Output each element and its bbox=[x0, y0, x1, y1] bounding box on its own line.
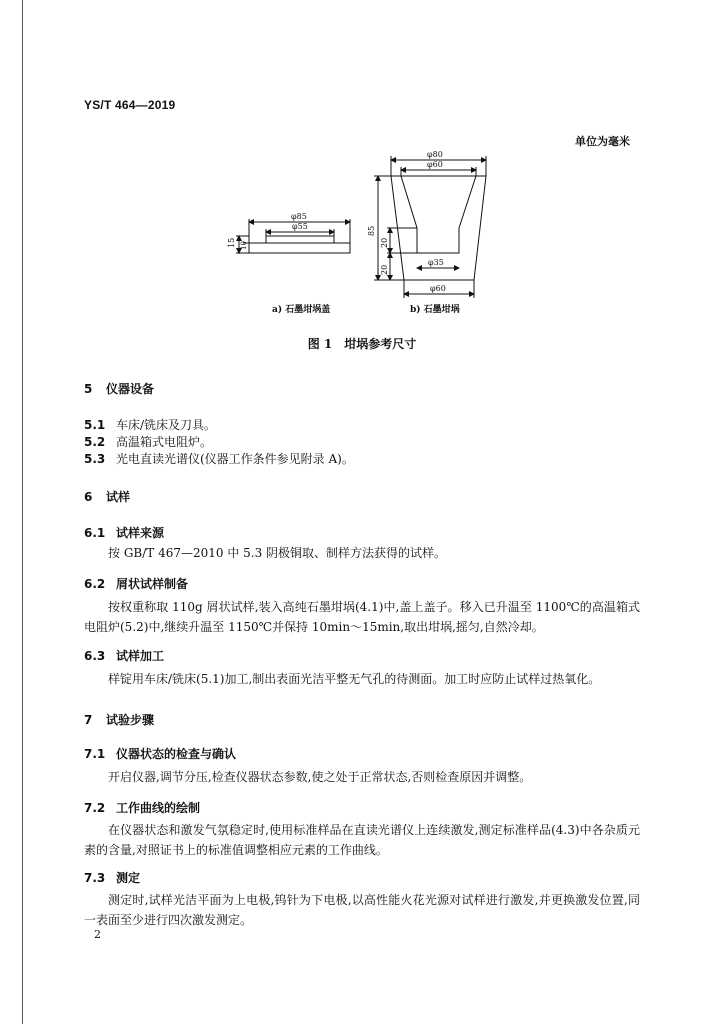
lid-total-height: 15 bbox=[227, 237, 236, 248]
subsection-6-2-title: 屑状试样制备 bbox=[116, 577, 189, 591]
section-7-heading bbox=[84, 711, 154, 728]
lid-step-height: 10 bbox=[240, 241, 248, 250]
subsection-7-1-heading bbox=[84, 745, 236, 762]
item-5-3-number: 5.3 bbox=[84, 452, 106, 466]
crucible-bottom-outer-dia: φ60 bbox=[430, 284, 446, 293]
item-5-1-text: 车床/铣床及刀具。 bbox=[116, 418, 217, 432]
figure-caption-title: 坩埚参考尺寸 bbox=[344, 337, 417, 351]
subsection-6-1-heading bbox=[84, 524, 164, 541]
subsection-6-2-number: 6.2 bbox=[84, 577, 106, 591]
subsection-7-1-title: 仪器状态的检查与确认 bbox=[116, 747, 237, 761]
lid-outer-dia: φ85 bbox=[291, 212, 307, 221]
subsection-7-1-text: 开启仪器,调节分压,检查仪器状态参数,使之处于正常状态,否则检查原因并调整。 bbox=[108, 770, 532, 784]
item-5-2-text: 高温箱式电阻炉。 bbox=[116, 435, 213, 449]
subsection-6-3-heading bbox=[84, 647, 164, 664]
item-5-2 bbox=[84, 433, 212, 450]
page-number: 2 bbox=[94, 928, 101, 941]
subsection-7-2-title: 工作曲线的绘制 bbox=[116, 801, 201, 815]
crucible-bottom-height: 20 bbox=[380, 264, 389, 275]
figure-caption bbox=[0, 335, 724, 352]
subsection-6-3-title: 试样加工 bbox=[116, 649, 165, 663]
subsection-6-3-number: 6.3 bbox=[84, 649, 106, 663]
section-5-title: 仪器设备 bbox=[106, 382, 155, 396]
crucible-mid-height: 20 bbox=[380, 237, 389, 248]
crucible-inner-bottom-dia: φ35 bbox=[428, 258, 444, 267]
crucible-top-inner-dia: φ60 bbox=[427, 160, 443, 169]
section-6-heading bbox=[84, 488, 130, 505]
lid-sublabel: a) 石墨坩埚盖 bbox=[272, 305, 331, 315]
subsection-7-3-number: 7.3 bbox=[84, 871, 106, 885]
subsection-6-1-title: 试样来源 bbox=[116, 526, 165, 540]
subsection-7-3-text: 测定时,试样光洁平面为上电极,钨针为下电极,以高性能火花光源对试样进行激发,并更换激发位置,同一表面至少进行四次激发测定。 bbox=[84, 893, 640, 927]
section-7-title: 试验步骤 bbox=[106, 713, 155, 727]
subsection-7-1-number: 7.1 bbox=[84, 747, 106, 761]
figure-caption-number: 图 1 bbox=[307, 337, 333, 351]
document-id-header: YS/T 464—2019 bbox=[84, 98, 176, 112]
subsection-6-1-text: 按 GB/T 467—2010 中 5.3 阴极铜取、制样方法获得的试样。 bbox=[108, 546, 447, 560]
crucible-top-outer-dia: φ80 bbox=[427, 150, 443, 159]
subsection-7-2-number: 7.2 bbox=[84, 801, 106, 815]
item-5-3 bbox=[84, 450, 354, 467]
item-5-1-number: 5.1 bbox=[84, 418, 106, 432]
section-6-title: 试样 bbox=[106, 490, 131, 504]
section-6-number: 6 bbox=[84, 490, 93, 504]
section-5-heading bbox=[84, 380, 154, 397]
item-5-2-number: 5.2 bbox=[84, 435, 106, 449]
subsection-7-3-heading bbox=[84, 869, 140, 886]
subsection-6-1-number: 6.1 bbox=[84, 526, 106, 540]
crucible-height: 85 bbox=[367, 225, 376, 236]
crucible-body-drawing bbox=[374, 156, 486, 298]
item-5-3-text: 光电直读光谱仪(仪器工作条件参见附录 A)。 bbox=[116, 452, 354, 466]
subsection-7-3-title: 测定 bbox=[116, 871, 141, 885]
subsection-6-3-text: 样锭用车床/铣床(5.1)加工,制出表面光洁平整无气孔的待测面。加工时应防止试样过热氧化。 bbox=[108, 672, 601, 686]
section-5-number: 5 bbox=[84, 382, 93, 396]
crucible-sublabel: b) 石墨坩埚 bbox=[410, 305, 460, 315]
subsection-7-2-text: 在仪器状态和激发气氛稳定时,使用标准样品在直读光谱仪上连续激发,测定标准样品(4.3)中各杂质元素的含量,对照证书上的标准值调整相应元素的工作曲线。 bbox=[84, 823, 640, 857]
lid-inner-dia: φ55 bbox=[292, 222, 308, 231]
section-7-number: 7 bbox=[84, 713, 93, 727]
subsection-6-2-heading bbox=[84, 575, 188, 592]
item-5-1 bbox=[84, 416, 216, 433]
crucible-drawing bbox=[0, 0, 724, 330]
subsection-6-2-text: 按权重称取 110g 屑状试样,装入高纯石墨坩埚(4.1)中,盖上盖子。移入已升温至 1100℃的高温箱式电阻炉(5.2)中,继续升温至 1150℃并保持 10min～15min,取出坩埚,摇匀,自然冷却。 bbox=[84, 600, 640, 634]
subsection-7-2-heading bbox=[84, 799, 200, 816]
unit-note: 单位为毫米 bbox=[575, 135, 630, 148]
